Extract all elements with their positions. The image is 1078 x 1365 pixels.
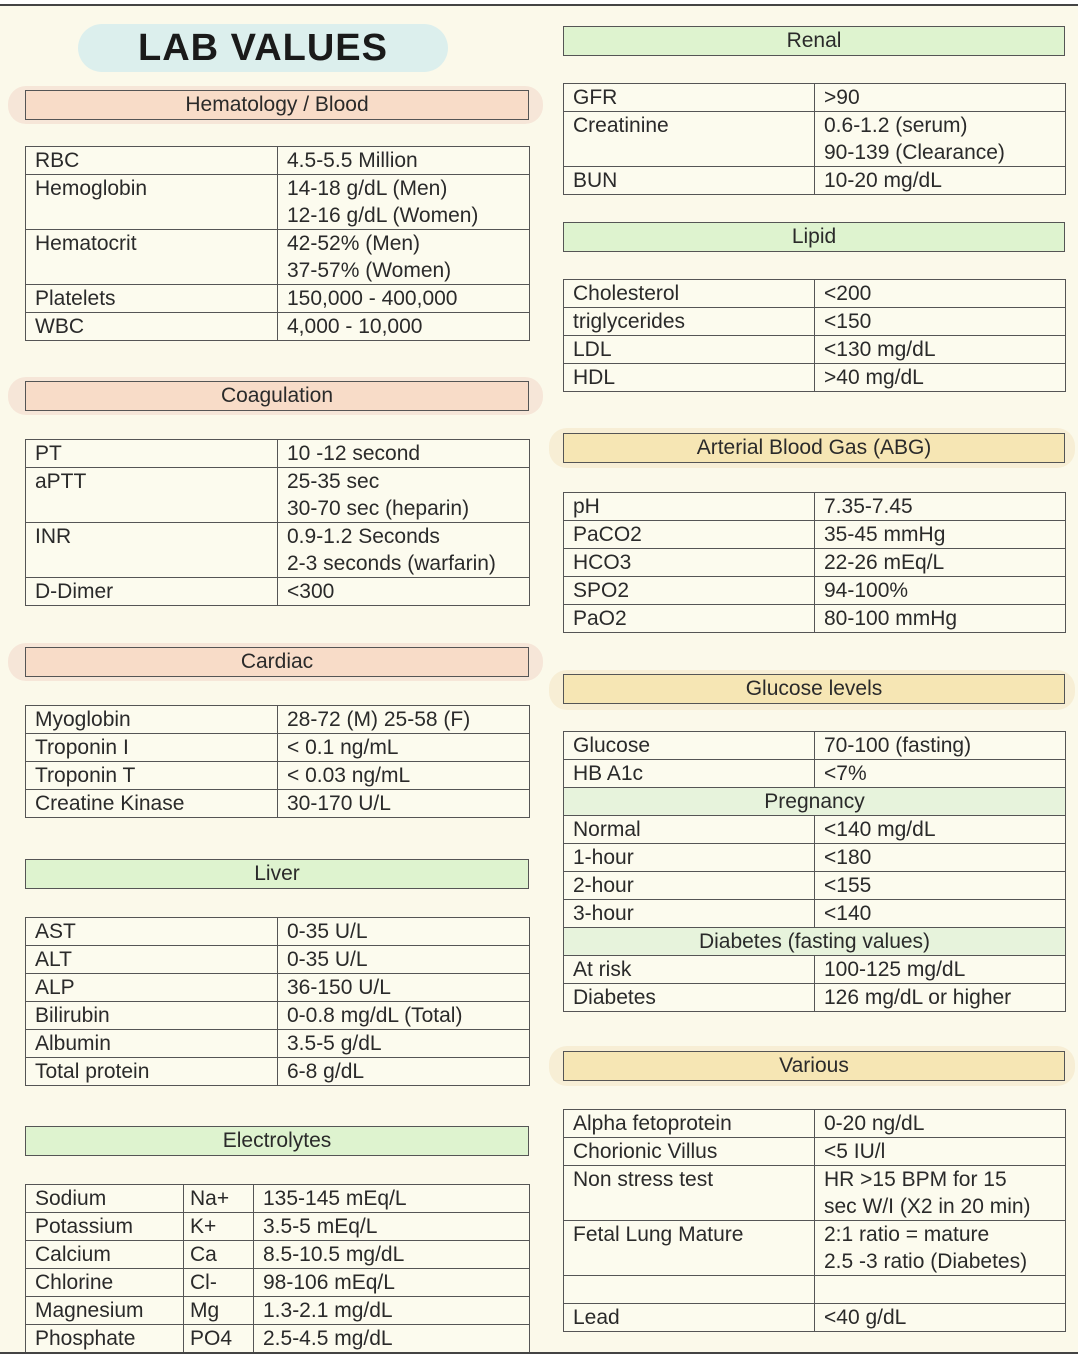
table-row [26, 1058, 530, 1086]
test-value [815, 280, 1066, 308]
test-name: Hemoglobin [26, 175, 278, 230]
test-value [278, 762, 530, 790]
value-line: 0.9-1.2 Seconds [287, 525, 440, 548]
value-line: 80-100 mmHg [824, 607, 958, 630]
test-value [278, 440, 530, 468]
test-name: LDL [564, 336, 815, 364]
table-row [26, 1030, 530, 1058]
test-name: Normal [564, 816, 815, 844]
value-line: <180 [824, 846, 872, 869]
glucose-header: Glucose levels [563, 674, 1065, 704]
test-value: 135-145 mEq/L [254, 1185, 530, 1213]
lipid-header: Lipid [563, 222, 1065, 252]
value-line: 35-45 mmHg [824, 523, 946, 546]
table-row [26, 918, 530, 946]
table-row [26, 1185, 530, 1213]
table-row [564, 336, 1066, 364]
test-name: 3-hour [564, 900, 815, 928]
table-row [26, 578, 530, 606]
table-row [564, 1166, 1066, 1221]
value-line: 10-20 mg/dL [824, 169, 942, 192]
test-name: PT [26, 440, 278, 468]
value-line: >90 [824, 86, 860, 109]
test-value [815, 984, 1066, 1012]
test-value [815, 1110, 1066, 1138]
test-name: Creatinine [564, 112, 815, 167]
bottom-border [0, 1352, 1078, 1365]
test-name: RBC [26, 147, 278, 175]
test-name: Chlorine [26, 1269, 184, 1297]
right-column [545, 0, 1078, 1352]
test-value [278, 175, 530, 230]
value-line: HR >15 BPM for 15 [824, 1168, 1007, 1191]
test-value [278, 1002, 530, 1030]
table-row [564, 493, 1066, 521]
table-row [564, 732, 1066, 760]
test-value [278, 147, 530, 175]
test-name: HB A1c [564, 760, 815, 788]
various-table [563, 1109, 1066, 1332]
test-name: Platelets [26, 285, 278, 313]
test-name: Non stress test [564, 1166, 815, 1221]
renal-header: Renal [563, 26, 1065, 56]
value-line: 4.5-5.5 Million [287, 149, 418, 172]
test-name: Creatine Kinase [26, 790, 278, 818]
table-row [564, 844, 1066, 872]
table-row [564, 364, 1066, 392]
value-line: <7% [824, 762, 867, 785]
table-row [564, 1110, 1066, 1138]
value-line: < 0.03 ng/mL [287, 764, 411, 787]
test-name: Hematocrit [26, 230, 278, 285]
test-name: Phosphate [26, 1325, 184, 1353]
test-value [278, 790, 530, 818]
table-row [26, 1241, 530, 1269]
liver-header: Liver [25, 859, 529, 889]
table-row [26, 468, 530, 523]
table-row [564, 112, 1066, 167]
value-line: 2-3 seconds (warfarin) [287, 552, 496, 575]
test-name: 1-hour [564, 844, 815, 872]
table-row [564, 900, 1066, 928]
value-line: 25-35 sec [287, 470, 380, 493]
cardiac-header: Cardiac [25, 647, 529, 677]
test-value [815, 577, 1066, 605]
test-name: Lead [564, 1304, 815, 1332]
page-title: LAB VALUES [78, 24, 448, 72]
test-name: Myoglobin [26, 706, 278, 734]
table-row [26, 734, 530, 762]
test-name: PaCO2 [564, 521, 815, 549]
value-line: 6-8 g/dL [287, 1060, 365, 1083]
test-value [815, 605, 1066, 633]
value-line: 0-0.8 mg/dL (Total) [287, 1004, 463, 1027]
test-value [815, 84, 1066, 112]
test-name: Alpha fetoprotein [564, 1110, 815, 1138]
test-value [278, 468, 530, 523]
test-value [815, 1304, 1066, 1332]
test-value [278, 734, 530, 762]
value-line: 150,000 - 400,000 [287, 287, 458, 310]
table-row [26, 1002, 530, 1030]
test-name: Sodium [26, 1185, 184, 1213]
various-header: Various [563, 1051, 1065, 1081]
value-line: <140 [824, 902, 872, 925]
table-row [564, 872, 1066, 900]
table-row [26, 147, 530, 175]
test-value [815, 1166, 1066, 1221]
value-line: 7.35-7.45 [824, 495, 913, 518]
table-row [26, 974, 530, 1002]
value-line: 100-125 mg/dL [824, 958, 966, 981]
test-value: 3.5-5 mEq/L [254, 1213, 530, 1241]
test-name: At risk [564, 956, 815, 984]
value-line: 0-35 U/L [287, 948, 368, 971]
test-value: 8.5-10.5 mg/dL [254, 1241, 530, 1269]
value-line: <5 IU/l [824, 1140, 886, 1163]
test-name: Chorionic Villus [564, 1138, 815, 1166]
table-row [564, 308, 1066, 336]
test-name: ALP [26, 974, 278, 1002]
value-line: <300 [287, 580, 335, 603]
table-subheader-row [564, 928, 1066, 956]
value-line: <140 mg/dL [824, 818, 936, 841]
test-value [815, 167, 1066, 195]
coagulation-header: Coagulation [25, 381, 529, 411]
table-row [564, 1138, 1066, 1166]
table-row [564, 1304, 1066, 1332]
test-name: AST [26, 918, 278, 946]
abg-table [563, 492, 1066, 633]
table-row [564, 549, 1066, 577]
test-name: Albumin [26, 1030, 278, 1058]
test-value [278, 578, 530, 606]
table-row [26, 175, 530, 230]
test-value [278, 1030, 530, 1058]
test-name: Cholesterol [564, 280, 815, 308]
value-line: 30-170 U/L [287, 792, 391, 815]
table-row [26, 523, 530, 578]
table-row [26, 1213, 530, 1241]
test-name: Calcium [26, 1241, 184, 1269]
hematology-header: Hematology / Blood [25, 90, 529, 120]
value-line: 36-150 U/L [287, 976, 391, 999]
test-value [278, 523, 530, 578]
test-name: INR [26, 523, 278, 578]
value-line: 4,000 - 10,000 [287, 315, 423, 338]
test-name: GFR [564, 84, 815, 112]
test-symbol: Mg [184, 1297, 254, 1325]
table-row [26, 762, 530, 790]
table-row [564, 1221, 1066, 1276]
value-line: 10 -12 second [287, 442, 421, 465]
subheader-label: Diabetes (fasting values) [564, 928, 1066, 956]
hematology-table [25, 146, 530, 341]
table-row [26, 313, 530, 341]
value-line: < 0.1 ng/mL [287, 736, 399, 759]
table-row [564, 280, 1066, 308]
test-value [815, 956, 1066, 984]
test-name: PaO2 [564, 605, 815, 633]
table-row [26, 1297, 530, 1325]
test-value [815, 308, 1066, 336]
test-name: aPTT [26, 468, 278, 523]
test-value [278, 313, 530, 341]
value-line: <155 [824, 874, 872, 897]
test-value [815, 112, 1066, 167]
electrolytes-table [25, 1184, 530, 1353]
test-name: HDL [564, 364, 815, 392]
test-value [815, 872, 1066, 900]
test-symbol: PO4 [184, 1325, 254, 1353]
test-value [815, 364, 1066, 392]
value-line: 2:1 ratio = mature [824, 1223, 990, 1246]
table-row [564, 984, 1066, 1012]
test-name: triglycerides [564, 308, 815, 336]
test-name: Magnesium [26, 1297, 184, 1325]
table-row [26, 1325, 530, 1353]
table-row [26, 230, 530, 285]
test-name: HCO3 [564, 549, 815, 577]
test-value [815, 732, 1066, 760]
test-value [815, 900, 1066, 928]
value-line: 70-100 (fasting) [824, 734, 972, 757]
glucose-table [563, 731, 1066, 1012]
cardiac-table [25, 705, 530, 818]
test-value [278, 706, 530, 734]
electrolytes-header: Electrolytes [25, 1126, 529, 1156]
test-name: 2-hour [564, 872, 815, 900]
table-row [564, 816, 1066, 844]
table-row [564, 521, 1066, 549]
value-line: 42-52% (Men) [287, 232, 421, 255]
test-name: Glucose [564, 732, 815, 760]
test-value [815, 1276, 1066, 1304]
test-name: WBC [26, 313, 278, 341]
value-line: 22-26 mEq/L [824, 551, 945, 574]
test-value [815, 760, 1066, 788]
value-line: sec W/I (X2 in 20 min) [824, 1195, 1031, 1218]
lipid-table [563, 279, 1066, 392]
table-row [26, 790, 530, 818]
value-line [824, 1276, 1065, 1303]
value-line: 3.5-5 g/dL [287, 1032, 382, 1055]
value-line: 0-35 U/L [287, 920, 368, 943]
value-line: 2.5 -3 ratio (Diabetes) [824, 1250, 1028, 1273]
test-value [278, 285, 530, 313]
subheader-label: Pregnancy [564, 788, 1066, 816]
test-symbol: K+ [184, 1213, 254, 1241]
test-value [815, 521, 1066, 549]
value-line: <200 [824, 282, 872, 305]
value-line: <40 g/dL [824, 1306, 907, 1329]
test-value: 2.5-4.5 mg/dL [254, 1325, 530, 1353]
table-row [564, 1276, 1066, 1304]
test-value [815, 816, 1066, 844]
value-line: 90-139 (Clearance) [824, 141, 1005, 164]
table-row [564, 84, 1066, 112]
table-row [26, 706, 530, 734]
table-subheader-row [564, 788, 1066, 816]
abg-header: Arterial Blood Gas (ABG) [563, 433, 1065, 463]
test-value [815, 336, 1066, 364]
test-value [815, 1221, 1066, 1276]
test-name: Potassium [26, 1213, 184, 1241]
test-name: pH [564, 493, 815, 521]
test-value [278, 918, 530, 946]
renal-table [563, 83, 1066, 195]
value-line: 0.6-1.2 (serum) [824, 114, 968, 137]
value-line: <130 mg/dL [824, 338, 936, 361]
test-symbol: Cl- [184, 1269, 254, 1297]
value-line: 0-20 ng/dL [824, 1112, 925, 1135]
value-line: 14-18 g/dL (Men) [287, 177, 448, 200]
table-row [26, 1269, 530, 1297]
value-line: 126 mg/dL or higher [824, 986, 1012, 1009]
test-name: D-Dimer [26, 578, 278, 606]
coagulation-table [25, 439, 530, 606]
value-line: 30-70 sec (heparin) [287, 497, 470, 520]
value-line: 28-72 (M) 25-58 (F) [287, 708, 471, 731]
test-value [278, 974, 530, 1002]
table-row [564, 577, 1066, 605]
table-row [564, 167, 1066, 195]
test-name: Bilirubin [26, 1002, 278, 1030]
test-value [815, 1138, 1066, 1166]
test-value [278, 1058, 530, 1086]
value-line: >40 mg/dL [824, 366, 924, 389]
test-name: Troponin I [26, 734, 278, 762]
table-row [26, 285, 530, 313]
test-value [815, 549, 1066, 577]
test-value [278, 946, 530, 974]
test-value [815, 493, 1066, 521]
table-row [26, 440, 530, 468]
table-row [564, 605, 1066, 633]
test-name: Diabetes [564, 984, 815, 1012]
test-name: BUN [564, 167, 815, 195]
test-name: Total protein [26, 1058, 278, 1086]
test-name [564, 1276, 815, 1304]
value-line: 37-57% (Women) [287, 259, 452, 282]
test-name: Fetal Lung Mature [564, 1221, 815, 1276]
value-line: 94-100% [824, 579, 909, 602]
test-name: Troponin T [26, 762, 278, 790]
table-row [564, 956, 1066, 984]
test-symbol: Ca [184, 1241, 254, 1269]
test-value [815, 844, 1066, 872]
test-name: ALT [26, 946, 278, 974]
liver-table [25, 917, 530, 1086]
table-row [564, 760, 1066, 788]
table-row [26, 946, 530, 974]
test-name: SPO2 [564, 577, 815, 605]
value-line: 12-16 g/dL (Women) [287, 204, 479, 227]
test-symbol: Na+ [184, 1185, 254, 1213]
value-line: <150 [824, 310, 872, 333]
test-value: 1.3-2.1 mg/dL [254, 1297, 530, 1325]
test-value [278, 230, 530, 285]
test-value: 98-106 mEq/L [254, 1269, 530, 1297]
